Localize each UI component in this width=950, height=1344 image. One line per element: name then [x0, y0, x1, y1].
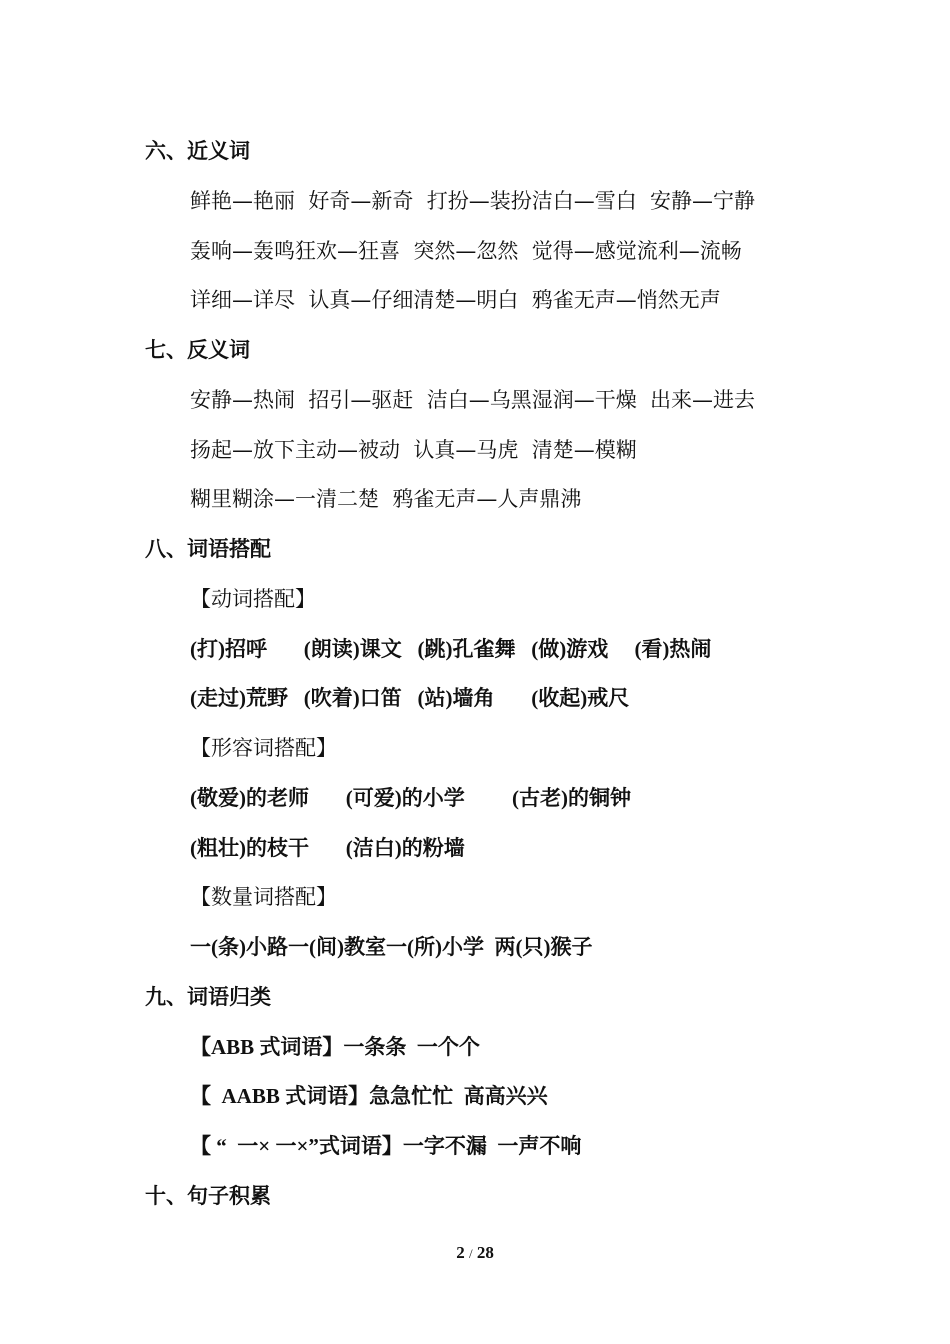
- antonym-line-3: 糊里糊涂—一清二楚 鸦雀无声—人声鼎沸: [190, 487, 582, 511]
- page-current: 2: [456, 1243, 465, 1262]
- page-total: 28: [476, 1243, 494, 1262]
- synonym-line-2: 轰响—轰鸣狂欢—狂喜 突然—忽然 觉得—感觉流利—流畅: [190, 239, 742, 263]
- verb-collocation-label: 【动词搭配】: [190, 587, 316, 611]
- measure-collocation-label: 【数量词搭配】: [190, 885, 337, 909]
- heading-synonyms: 六、近义词: [145, 139, 250, 163]
- classification-line-1: 【ABB 式词语】一条条 一个个: [190, 1035, 480, 1059]
- heading-antonyms: 七、反义词: [145, 338, 250, 362]
- antonym-line-2: 扬起—放下主动—被动 认真—马虎 清楚—模糊: [190, 438, 637, 462]
- antonym-line-1: 安静—热闹 招引—驱赶 洁白—乌黑湿润—干燥 出来—进去: [190, 388, 756, 412]
- page-separator: /: [468, 1246, 473, 1261]
- heading-classification: 九、词语归类: [145, 985, 271, 1009]
- heading-sentences: 十、句子积累: [145, 1184, 271, 1208]
- adjective-collocation-line-1: (敬爱)的老师 (可爱)的小学 (古老)的铜钟: [190, 786, 631, 810]
- classification-line-3: 【 “ 一× 一×”式词语】一字不漏 一声不响: [190, 1134, 582, 1158]
- verb-collocation-line-1: (打)招呼 (朗读)课文 (跳)孔雀舞 (做)游戏 (看)热闹: [190, 637, 712, 661]
- synonym-line-3: 详细—详尽 认真—仔细清楚—明白 鸦雀无声—悄然无声: [190, 288, 721, 312]
- synonym-line-1: 鲜艳—艳丽 好奇—新奇 打扮—装扮洁白—雪白 安静—宁静: [190, 189, 756, 213]
- page-number: [0, 1243, 950, 1263]
- measure-collocation-line-1: 一(条)小路一(间)教室一(所)小学 两(只)猴子: [190, 935, 593, 959]
- adjective-collocation-line-2: (粗壮)的枝干 (洁白)的粉墙: [190, 836, 465, 860]
- heading-collocations: 八、词语搭配: [145, 537, 271, 561]
- verb-collocation-line-2: (走过)荒野 (吹着)口笛 (站)墙角 (收起)戒尺: [190, 686, 630, 710]
- classification-line-2: 【 AABB 式词语】急急忙忙 高高兴兴: [190, 1084, 548, 1108]
- adjective-collocation-label: 【形容词搭配】: [190, 736, 337, 760]
